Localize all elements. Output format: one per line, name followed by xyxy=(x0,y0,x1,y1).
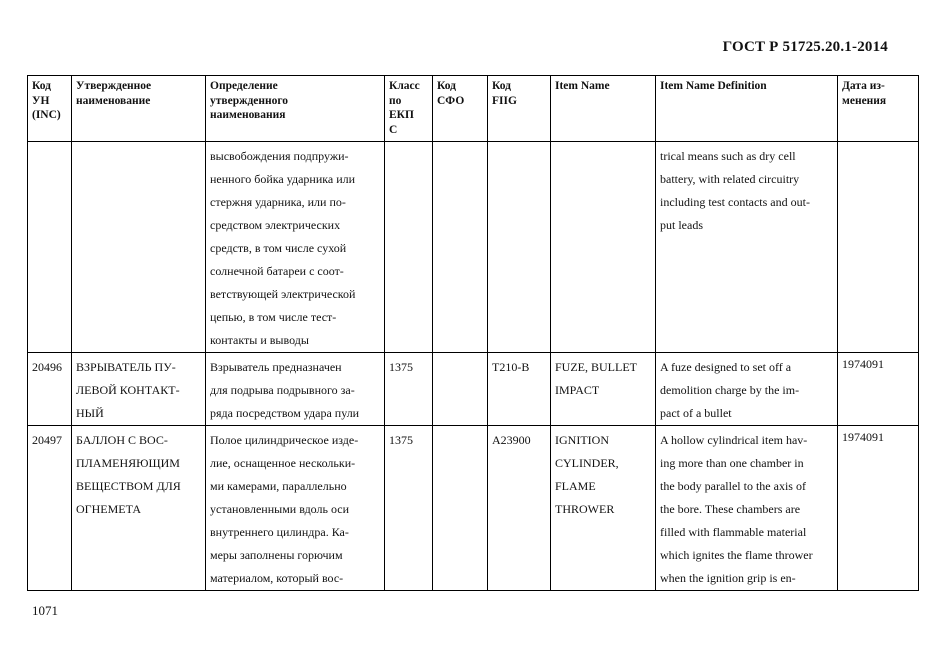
inc-cell xyxy=(28,426,72,591)
cell-line: A23900 xyxy=(492,433,531,447)
cell-line: Взрыватель предназначен xyxy=(210,360,342,374)
header-line: утвержденного xyxy=(210,94,289,107)
table-header-row xyxy=(28,76,919,142)
sfo-cell xyxy=(433,426,488,591)
cell-line: стержня ударника, или по- xyxy=(210,195,346,209)
cell-line: which ignites the flame thrower xyxy=(660,548,813,562)
cell-line: БАЛЛОН С ВОС- xyxy=(76,433,168,447)
sfo-cell xyxy=(433,142,488,353)
inc-cell xyxy=(28,142,72,353)
cell-line: ОГНЕМЕТА xyxy=(76,502,141,516)
cell-line: 1974091 xyxy=(842,430,884,444)
page-number: 1071 xyxy=(32,603,58,618)
header-line: Item Name xyxy=(555,80,610,92)
header-line: наименования xyxy=(210,109,286,121)
fiig-cell xyxy=(488,142,551,353)
header-inc xyxy=(28,76,72,142)
header-item-name-definition xyxy=(656,76,838,142)
definition-cell xyxy=(206,353,385,426)
header-line: Item Name Definition xyxy=(660,80,767,92)
change-date-cell xyxy=(838,426,919,591)
cell-line: ВЕЩЕСТВОМ ДЛЯ xyxy=(76,479,181,493)
item-definition-cell xyxy=(656,142,838,353)
table-row xyxy=(28,426,919,591)
header-line: ЕКП xyxy=(389,109,414,121)
header-sfo-code xyxy=(433,76,488,142)
cell-line: 20496 xyxy=(32,360,62,374)
approved-name-cell xyxy=(72,353,206,426)
cell-line: THROWER xyxy=(555,502,615,516)
cell-line: when the ignition grip is en- xyxy=(660,571,796,585)
cell-line: контакты и выводы xyxy=(210,333,309,347)
cell-line: 1375 xyxy=(389,360,413,374)
header-class xyxy=(385,76,433,142)
cell-line: 1375 xyxy=(389,433,413,447)
cell-line: ненного бойка ударника или xyxy=(210,172,356,186)
cell-line: ing more than one chamber in xyxy=(660,456,804,470)
item-name-cell xyxy=(551,353,656,426)
cell-line: the body parallel to the axis of xyxy=(660,479,806,493)
cell-line: demolition charge by the im- xyxy=(660,383,800,397)
header-line: менения xyxy=(842,94,887,107)
header-item-name xyxy=(551,76,656,142)
table-row xyxy=(28,142,919,353)
catalog-table xyxy=(27,75,919,591)
cell-line: лие, оснащенное нескольки- xyxy=(210,456,356,470)
header-line: УН xyxy=(32,94,50,107)
approved-name-cell xyxy=(72,426,206,591)
cell-line: ВЗРЫВАТЕЛЬ ПУ- xyxy=(76,360,176,374)
cell-line: T210-B xyxy=(492,360,530,374)
header-line: по xyxy=(389,94,402,107)
cell-line: ми камерами, параллельно xyxy=(210,479,347,493)
item-definition-cell xyxy=(656,426,838,591)
item-name-cell xyxy=(551,142,656,353)
header-line: Код xyxy=(32,80,52,92)
cell-line: CYLINDER, xyxy=(555,456,619,470)
cell-line: A hollow cylindrical item hav- xyxy=(660,433,808,447)
header-line: (INC) xyxy=(32,109,61,121)
item-name-cell xyxy=(551,426,656,591)
table-row xyxy=(28,353,919,426)
cell-line: put leads xyxy=(660,218,703,232)
header-line: Утвержденное xyxy=(76,80,152,92)
approved-name-cell xyxy=(72,142,206,353)
cell-line: 1974091 xyxy=(842,357,884,371)
header-approved-name xyxy=(72,76,206,142)
header-definition xyxy=(206,76,385,142)
cell-line: 20497 xyxy=(32,433,62,447)
header-change-date xyxy=(838,76,919,142)
item-definition-cell xyxy=(656,353,838,426)
cell-line: установленными вдоль оси xyxy=(210,502,350,516)
class-cell xyxy=(385,426,433,591)
class-cell xyxy=(385,353,433,426)
cell-line: filled with flammable material xyxy=(660,525,807,539)
cell-line: Полое цилиндрическое изде- xyxy=(210,433,359,447)
header-line: Класс xyxy=(389,80,420,92)
cell-line: материалом, который вос- xyxy=(210,571,344,585)
cell-line: для подрыва подрывного за- xyxy=(210,383,355,397)
cell-line: солнечной батареи с соот- xyxy=(210,264,344,278)
cell-line: IMPACT xyxy=(555,383,600,397)
cell-line: the bore. These chambers are xyxy=(660,502,801,516)
cell-line: FUZE, BULLET xyxy=(555,360,637,374)
cell-line: ряда посредством удара пули xyxy=(210,406,360,420)
cell-line: НЫЙ xyxy=(76,406,104,420)
cell-line: внутреннего цилиндра. Ка- xyxy=(210,525,349,539)
cell-line: высвобождения подпружи- xyxy=(210,149,349,163)
fiig-cell xyxy=(488,426,551,591)
cell-line: including test contacts and out- xyxy=(660,195,810,209)
sfo-cell xyxy=(433,353,488,426)
cell-line: ПЛАМЕНЯЮЩИМ xyxy=(76,456,180,470)
header-line: Код xyxy=(492,80,512,92)
change-date-cell xyxy=(838,142,919,353)
cell-line: IGNITION xyxy=(555,433,609,447)
cell-line: ветствующей электрической xyxy=(210,287,356,301)
cell-line: меры заполнены горючим xyxy=(210,548,343,562)
cell-line: FLAME xyxy=(555,479,596,493)
definition-cell xyxy=(206,142,385,353)
fiig-cell xyxy=(488,353,551,426)
inc-cell xyxy=(28,353,72,426)
header-line: Дата из- xyxy=(842,80,885,92)
cell-line: battery, with related circuitry xyxy=(660,172,800,186)
cell-line: pact of a bullet xyxy=(660,406,732,420)
header-line: С xyxy=(389,123,398,136)
cell-line: trical means such as dry cell xyxy=(660,149,796,163)
header-line: наименование xyxy=(76,94,151,107)
cell-line: средством электрических xyxy=(210,218,341,232)
header-line: СФО xyxy=(437,94,465,107)
cell-line: средств, в том числе сухой xyxy=(210,241,347,255)
definition-cell xyxy=(206,426,385,591)
document-code: ГОСТ Р 51725.20.1-2014 xyxy=(722,39,888,55)
header-line: FIIG xyxy=(492,94,517,107)
header-fiig-code xyxy=(488,76,551,142)
class-cell xyxy=(385,142,433,353)
change-date-cell xyxy=(838,353,919,426)
header-line: Код xyxy=(437,80,457,92)
cell-line: ЛЕВОЙ КОНТАКТ- xyxy=(76,383,180,397)
header-line: Определение xyxy=(210,80,278,92)
cell-line: A fuze designed to set off a xyxy=(660,360,792,374)
cell-line: цепью, в том числе тест- xyxy=(210,310,337,324)
